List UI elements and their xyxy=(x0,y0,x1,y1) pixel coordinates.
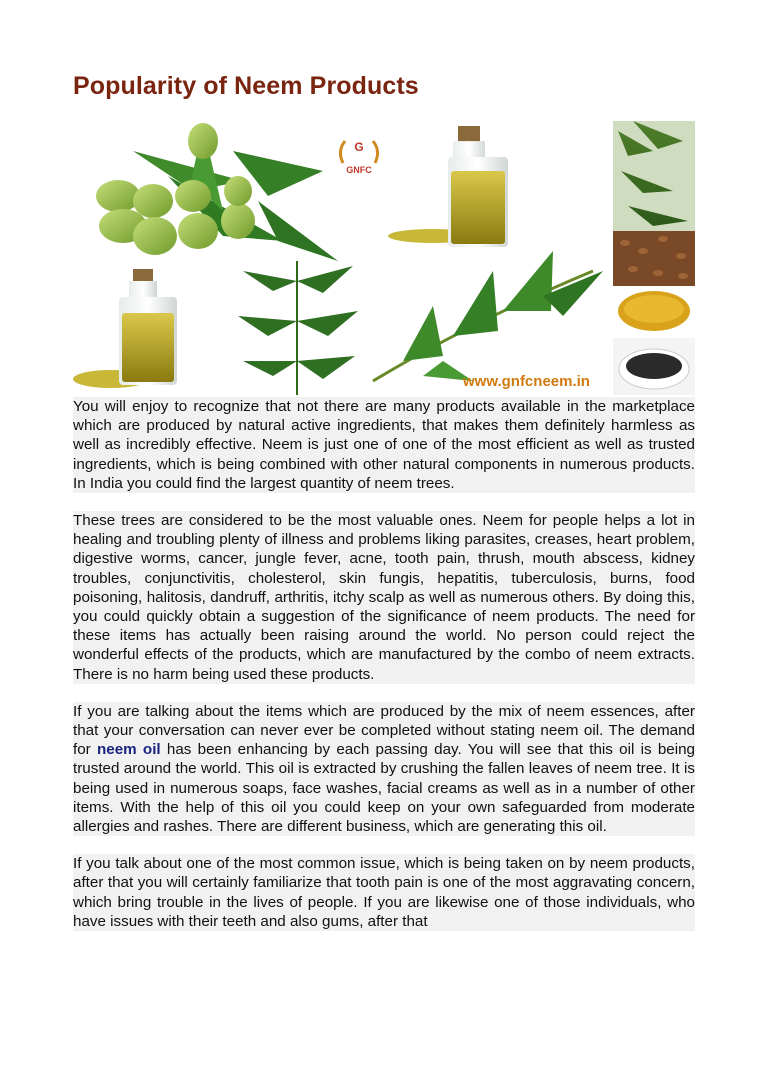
gnfc-logo-text: GNFC xyxy=(346,165,372,175)
paragraph-3-text-before: If you are talking about the items which are produced by the mix of neem essences, after that your conversation can never ever be completed without stating neem oil. The demand for xyxy=(73,702,695,759)
paragraph-3 xyxy=(73,702,695,836)
neem-powder-bowl-image xyxy=(613,338,695,395)
neem-oil-bowl-image xyxy=(613,286,695,338)
neem-products-collage xyxy=(73,121,695,395)
paragraph-4: If you talk about one of the most common issue, which is being taken on by neem products, after that you will certainly familiarize that tooth pain is one of the most aggravating concern, which bring trouble in the lives of people. If you are likewise one of those individuals, who have issues with their teeth and also gums, after that xyxy=(73,855,695,930)
neem-leaf-branch-image xyxy=(373,251,603,381)
page-title: Popularity of Neem Products xyxy=(73,72,419,100)
neem-fruit-image xyxy=(96,123,338,261)
paragraph-2: These trees are considered to be the most valuable ones. Neem for people helps a lot in healing and troubling plenty of illness and problems liking parasites, creases, heart problem, digestive worms, cancer, jungle fever, acne, tooth pain, thrush, mouth abscess, kidney troubles, conjunctivitis, cholesterol, skin fungis, hepatitis, tuberculosis, burns, food poisoning, halitosis, dandruff, arthritis, itchy scalp as well as numerous others. By doing this, you could quickly obtain a suggestion of the significance of neem products. The need for these items has actually been raising around the world. No person could reject the wonderful effects of the products, which are manufactured by the combo of neem extracts. There is no harm being used these products. xyxy=(73,512,695,683)
website-label: www.gnfcneem.in xyxy=(463,373,590,390)
gnfc-logo xyxy=(340,140,377,175)
gnfc-logo-letter: G xyxy=(354,140,364,154)
oil-bottle-image xyxy=(388,126,508,247)
paragraph-1: You will enjoy to recognize that not there are many products available in the marketplace which are produced by natural active ingredients, that makes them definitely harmless as well as incredibly effective. Neem is just one of one of the most efficient as well as trusted ingredients, which is being combined with other natural components in numerous products. In India you could find the largest quantity of neem trees. xyxy=(73,398,695,492)
neem-leaves-image xyxy=(231,261,363,395)
paragraph-3-text-after: has been enhancing by each passing day. You will see that this oil is being trusted around the world. This oil is extracted by crushing the fallen leaves of neem tree. It is being used in numerous soaps, face washes, facial creams as well as in a number of other items. With the help of this oil you could keep on your own safeguarded from moderate allergies and rashes. There are different business, which are generating this oil. xyxy=(73,741,695,836)
neem-tree-image xyxy=(613,121,695,231)
neem-oil-link[interactable]: neem oil xyxy=(96,741,161,759)
small-oil-bottle-image xyxy=(73,269,177,388)
article-body xyxy=(73,397,695,949)
neem-seeds-image xyxy=(613,231,695,286)
